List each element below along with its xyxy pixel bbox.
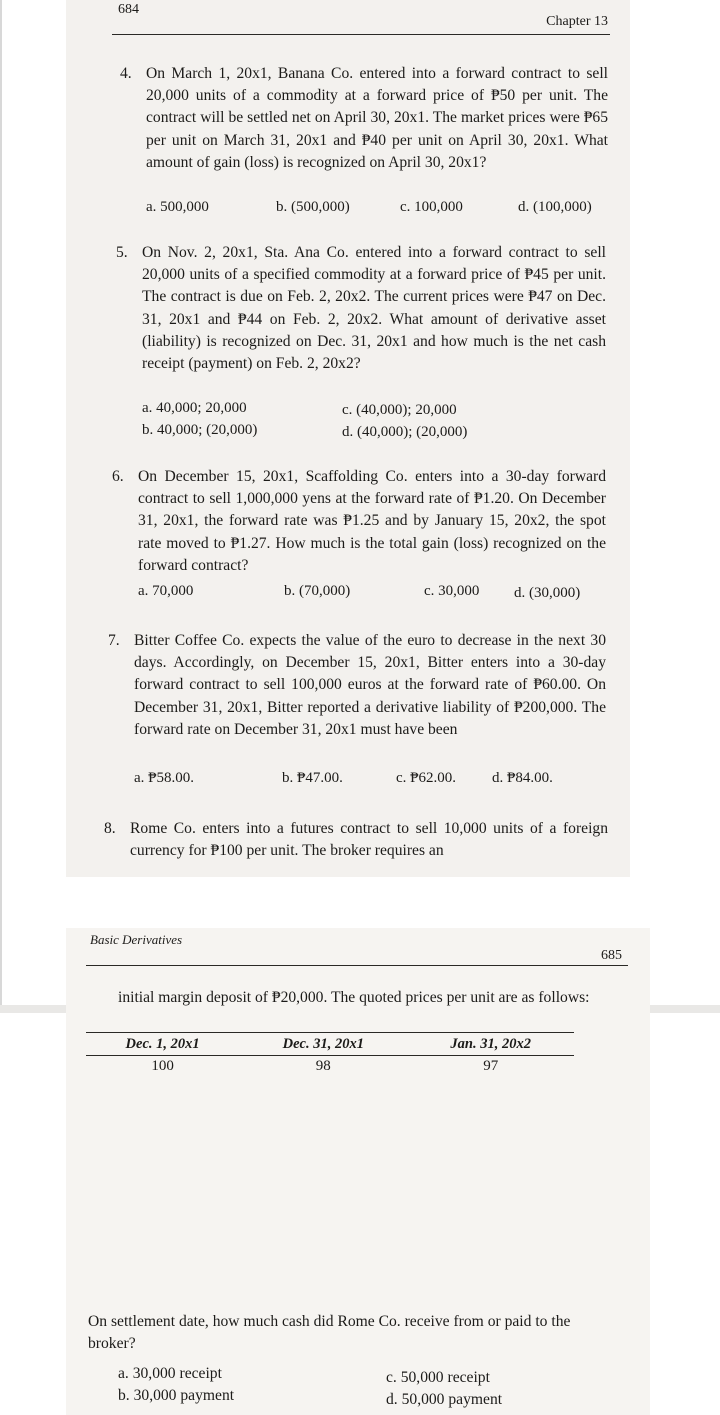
option-c: c. 50,000 receipt [386,1369,490,1386]
option-c: c. 100,000 [400,199,463,215]
question-text: On December 15, 20x1, Scaffolding Co. enters into a 30-day forward contract to sell 1,000,000 yens at the forward rate of ₱1.20. On December 31, 20x1, the forward rate was ₱1.25 and by January 15, 20x2, the spot rate moved to ₱1.27. How much is the total gain (loss) recognized on the forward contract? [138,468,606,574]
question-text: Rome Co. enters into a futures contract to sell 10,000 units of a foreign currency for ₱100 per unit. The broker requires an [130,820,608,860]
question-number: 7. [108,632,120,649]
book-page-685 [66,928,650,1415]
option-a: a. 30,000 receipt [118,1365,222,1382]
option-b: b. 40,000; (20,000) [142,422,258,438]
question-number: 8. [104,820,116,837]
settlement-question [88,1311,608,1355]
table-cell: 97 [483,1058,499,1074]
question-6 [112,466,606,577]
question-8-continuation [118,987,598,1009]
option-a: a. 500,000 [146,199,209,215]
option-d: d. (40,000); (20,000) [342,424,468,440]
table-cell: 100 [151,1058,174,1074]
book-page-684 [66,0,630,877]
option-a: a. 40,000; 20,000 [142,400,247,416]
column-header: Jan. 31, 20x2 [407,1033,574,1056]
column-header: Dec. 31, 20x1 [239,1033,407,1056]
question-text: On March 1, 20x1, Banana Co. entered into a forward contract to sell 20,000 units of a commodity at a forward price of ₱50 per unit. The contract will be settled net on April 30, 20x1. The market prices were ₱65 per unit on March 31, 20x1 and ₱40 per unit on April 30, 20x1. What amount of gain (loss) is recognized on April 30, 20x1? [146,65,608,171]
option-c: c. 30,000 [424,583,480,599]
header-rule [112,34,610,35]
table-row [86,1056,574,1078]
option-d: d. (100,000) [518,199,592,215]
page-number: 684 [118,2,139,17]
question-number: 4. [120,65,132,82]
option-b: b. (70,000) [284,583,351,599]
option-b: b. (500,000) [276,199,350,215]
table-header-row [86,1033,574,1056]
question-5 [116,242,606,375]
table-cell: 98 [315,1058,331,1074]
question-number: 5. [116,244,128,261]
option-a: a. 70,000 [138,583,194,599]
question-7 [108,630,606,741]
chapter-label: Chapter 13 [546,14,608,29]
option-b: b. 30,000 payment [118,1387,235,1404]
question-text: On settlement date, how much cash did Rome Co. receive from or paid to the broker? [88,1313,571,1353]
option-d: d. (30,000) [514,585,581,601]
header-rule [86,965,628,966]
question-text: On Nov. 2, 20x1, Sta. Ana Co. entered into a forward contract to sell 20,000 units of a specified commodity at a forward price of ₱45 per unit. The contract is due on Feb. 2, 20x2. The current prices were ₱47 on Dec. 31, 20x1 and ₱44 on Feb. 2, 20x2. What amount of derivative asset (liability) is recognized on Dec. 31, 20x1 and how much is the net cash receipt (payment) on Feb. 2, 20x2? [142,244,606,373]
option-d: d. ₱84.00. [492,770,553,786]
question-8 [104,818,608,862]
column-header: Dec. 1, 20x1 [86,1033,239,1056]
page-edge [0,0,2,1005]
page-number: 685 [601,948,622,963]
price-table [86,1032,574,1077]
option-b: b. ₱47.00. [282,770,343,786]
question-4 [120,63,608,174]
question-number: 6. [112,468,124,485]
question-text: Bitter Coffee Co. expects the value of the euro to decrease in the next 30 days. Accordingly, on December 15, 20x1, Bitter enters into a 30-day forward contract to sell 100,000 euros at the forward rate of ₱60.00. On December 31, 20x1, Bitter reported a derivative liability of ₱200,000. The forward rate on December 31, 20x1 must have been [134,632,606,738]
running-header: Basic Derivatives [90,932,183,947]
question-text: initial margin deposit of ₱20,000. The quoted prices per unit are as follows: [118,989,590,1006]
option-d: d. 50,000 payment [386,1391,503,1408]
option-c: c. (40,000); 20,000 [342,402,457,418]
option-c: c. ₱62.00. [396,770,456,786]
option-a: a. ₱58.00. [134,770,194,786]
